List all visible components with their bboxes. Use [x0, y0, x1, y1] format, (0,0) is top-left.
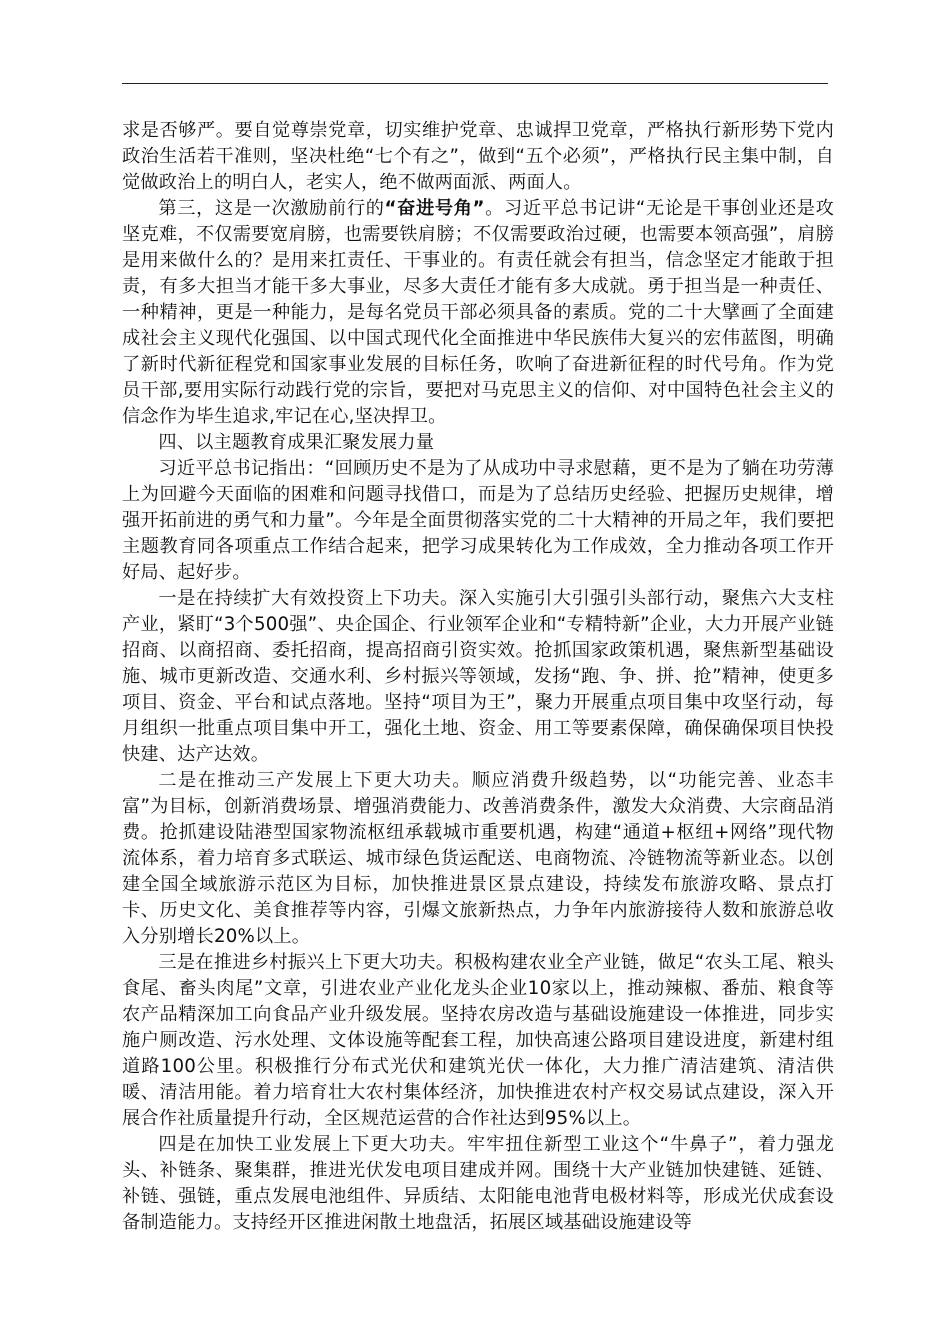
paragraph-point-two: 二是在推动三产发展上下更大功夫。顺应消费升级趋势，以“功能完善、业态丰富”为目标，创新消费场景、增强消费能力、改善消费条件，激发大众消费、大宗商品消费。抢抓建设陆港型国家物流枢纽承载城市重要机遇，构建“通道+枢纽+网络”现代物流体系，着力培育多式联运、城市绿色货运配送、电商物流、冷链物流等新业态。以创建全国全域旅游示范区为目标，加快推进景区景点建设，持续发布旅游攻略、景点打卡、历史文化、美食推荐等内容，引爆文旅新热点，力争年内旅游接待人数和旅游总收入分别增长20%以上。	[122, 770, 834, 947]
paragraph-point-one: 一是在持续扩大有效投资上下功夫。深入实施引大引强引头部行动，聚焦六大支柱产业，紧盯“3个500强”、央企国企、行业领军企业和“专精特新”企业，大力开展产业链招商、以商招商、委托招商，提高招商引资实效。抢抓国家政策机遇，聚焦新型基础设施、城市更新改造、交通水利、乡村振兴等领域，发扬“跑、争、拼、抢”精神，使更多项目、资金、平台和试点落地。坚持“项目为王”，聚力开展重点项目集中攻坚行动，每月组织一批重点项目集中开工，强化土地、资金、用工等要素保障，确保确保项目快投快建、达产达效。	[122, 588, 834, 765]
paragraph-point-four: 四是在加快工业发展上下更大功夫。牢牢扭住新型工业这个“牛鼻子”，着力强龙头、补链条、聚集群，推进光伏发电项目建成并网。围绕十大产业链加快建链、延链、补链、强链，重点发展电池组件、异质结、太阳能电池背电极材料等，形成光伏成套设备制造能力。支持经开区推进闲散土地盘活，拓展区域基础设施建设等	[122, 1134, 834, 1233]
paragraph-text-after: 。习近平总书记讲“无论是干事创业还是攻坚克难，不仅需要宽肩膀，也需要铁肩膀；不仅需要政治过硬，也需要本领高强”，肩膀是用来做什么的？是用来扛责任、干事业的。有责任就会有担当，信念坚定才能敢于担责，有多大担当才能干多大事业，尽多大责任才能有多大成就。勇于担当是一种责任、一种精神，更是一种能力，是每名党员干部必须具备的素质。党的二十大擘画了全面建成社会主义现代化强国、以中国式现代化全面推进中华民族伟大复兴的宏伟蓝图，明确了新时代新征程党和国家事业发展的目标任务，吹响了奋进新征程的时代号角。作为党员干部,要用实际行动践行党的宗旨，要把对马克思主义的信仰、对中国特色社会主义的信念作为毕生追求,牢记在心,坚决捍卫。	[122, 198, 835, 427]
paragraph-text-before: 第三，这是一次激励前行的	[158, 198, 385, 219]
emphasized-term: “奋进号角”	[384, 198, 485, 219]
header-divider	[122, 83, 828, 84]
paragraph-point-three: 三是在推进乡村振兴上下更大功夫。积极构建农业全产业链，做足“农头工尾、粮头食尾、畜头肉尾”文章，引进农业产业化龙头企业10家以上，推动辣椒、番茄、粮食等农产品精深加工向食品产业升级发展。坚持农房改造与基础设施建设一体推进，同步实施户厕改造、污水处理、文体设施等配套工程，加快高速公路项目建设进度，新建村组道路100公里。积极推行分布式光伏和建筑光伏一体化，大力推广清洁建筑、清洁供暖、清洁用能。着力培育壮大农村集体经济，加快推进农村产权交易试点建设，深入开展合作社质量提升行动，全区规范运营的合作社达到95%以上。	[122, 952, 834, 1129]
paragraph-continuation: 求是否够严。要自觉尊崇党章，切实维护党章、忠诚捍卫党章，严格执行新形势下党内政治生活若干准则，坚决杜绝“七个有之”，做到“五个必须”，严格执行民主集中制，自觉做政治上的明白人，老实人，绝不做两面派、两面人。	[122, 120, 834, 193]
document-body	[122, 118, 834, 1236]
paragraph-quote: 习近平总书记指出：“回顾历史不是为了从成功中寻求慰藉，更不是为了躺在功劳薄上为回避今天面临的困难和问题寻找借口，而是为了总结历史经验、把握历史规律，增强开拓前进的勇气和力量”。今年是全面贯彻落实党的二十大精神的开局之年，我们要把主题教育同各项重点工作结合起来，把学习成果转化为工作成效，全力推动各项工作开好局、起好步。	[122, 458, 834, 583]
paragraph-third-point	[122, 196, 834, 430]
section-heading-four: 四、以主题教育成果汇聚发展力量	[158, 432, 435, 453]
